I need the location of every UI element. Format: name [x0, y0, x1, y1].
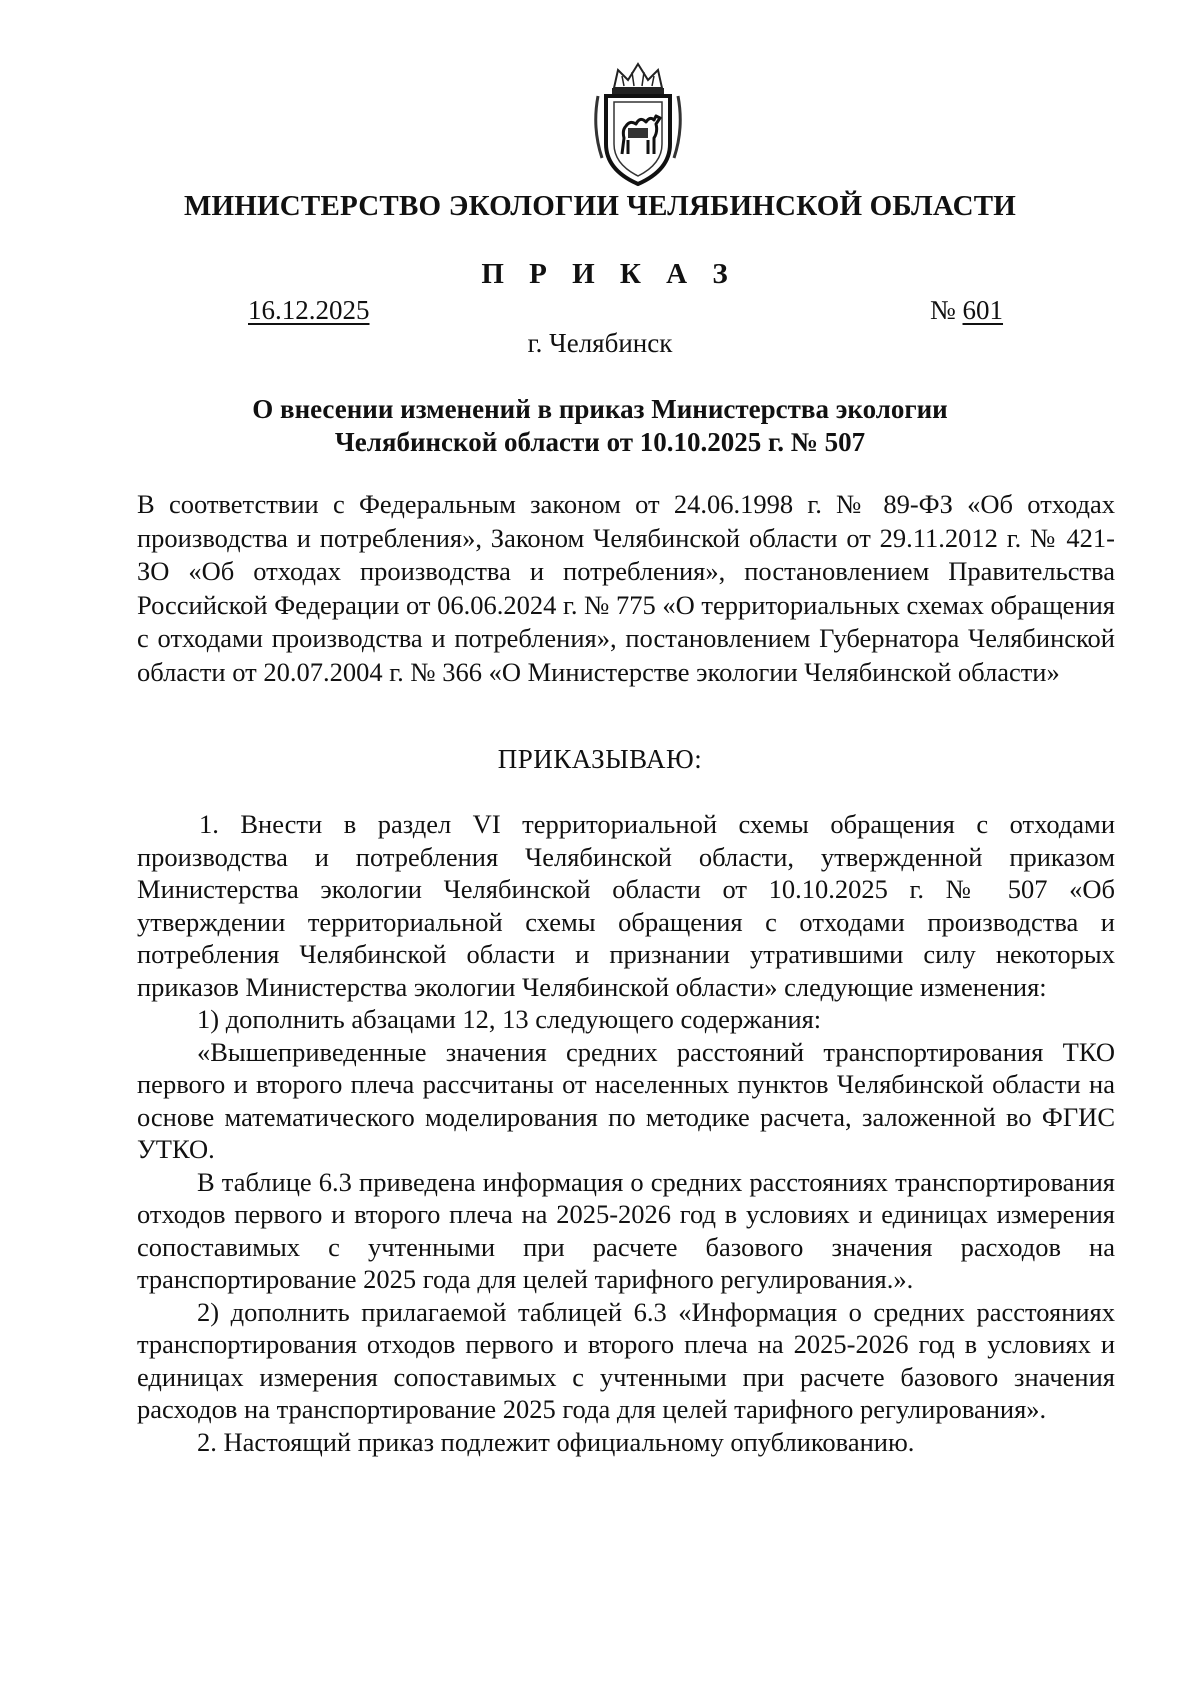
order-body	[137, 808, 1115, 1458]
title-line-1: О внесении изменений в приказ Министерства экологии	[252, 394, 948, 424]
title-line-2: Челябинской области от 10.10.2025 г. № 507	[334, 427, 866, 457]
number-sign: №	[930, 295, 956, 325]
document-date: 16.12.2025	[248, 295, 370, 325]
coat-of-arms-icon	[588, 58, 688, 190]
order-word: ПРИКАЗЫВАЮ:	[497, 744, 703, 774]
item-1-quote-paragraph-1: «Вышеприведенные значения средних расстояний транспортирования ТКО первого и второго плеча рассчитаны от населенных пунктов Челябинской области на основе математического моделирования по методике расчета, заложенной во ФГИС УТКО.	[137, 1036, 1115, 1164]
item-1: 1. Внести в раздел VI территориальной схемы обращения с отходами производства и потребления Челябинской области, утвержденной приказом Министерства экологии Челябинской области от 10.10.2025 г. № 507 «Об утверждении территориальной схемы обращения с отходами производства и потребления Челябинской области и признании утратившими силу некоторых приказов Министерства экологии Челябинской области» следующие изменения:	[137, 809, 1115, 1002]
item-1-subitem-1: 1) дополнить абзацами 12, 13 следующего содержания:	[197, 1004, 822, 1034]
item-1-quote-paragraph-2: В таблице 6.3 приведена информация о средних расстояниях транспортирования отходов первого и второго плеча на 2025-2026 год в условиях и единицах измерения сопоставимых с учтенными при расчете базового значения расходов на транспортирование 2025 года для целей тарифного регулирования.».	[137, 1166, 1115, 1294]
document-title	[150, 393, 1050, 459]
ministry-name: МИНИСТЕРСТВО ЭКОЛОГИИ ЧЕЛЯБИНСКОЙ ОБЛАСТИ	[183, 190, 1017, 222]
document-type: П Р И К А З	[481, 258, 737, 290]
item-2: 2. Настоящий приказ подлежит официальному опубликованию.	[197, 1426, 915, 1457]
item-1-subitem-2: 2) дополнить прилагаемой таблицей 6.3 «Информация о средних расстояниях транспортирования отходов первого и второго плеча на 2025-2026 год в условиях и единицах измерения сопоставимых с учтенными при расчете базового значения расходов на транспортирование 2025 года для целей тарифного регулирования».	[137, 1296, 1115, 1424]
document-city: г. Челябинск	[527, 328, 673, 358]
preamble-paragraph: В соответствии с Федеральным законом от 24.06.1998 г. № 89-ФЗ «Об отходах производства и потребления», Законом Челябинской области от 29.11.2012 г. № 421-ЗО «Об отходах производства и потребления», постановлением Правительства Российской Федерации от 06.06.2024 г. № 775 «О территориальных схемах обращения с отходами производства и потребления», постановлением Губернатора Челябинской области от 20.07.2004 г. № 366 «О Министерстве экологии Челябинской области»	[137, 489, 1115, 687]
document-number	[930, 295, 1003, 326]
number-value: 601	[962, 295, 1004, 325]
